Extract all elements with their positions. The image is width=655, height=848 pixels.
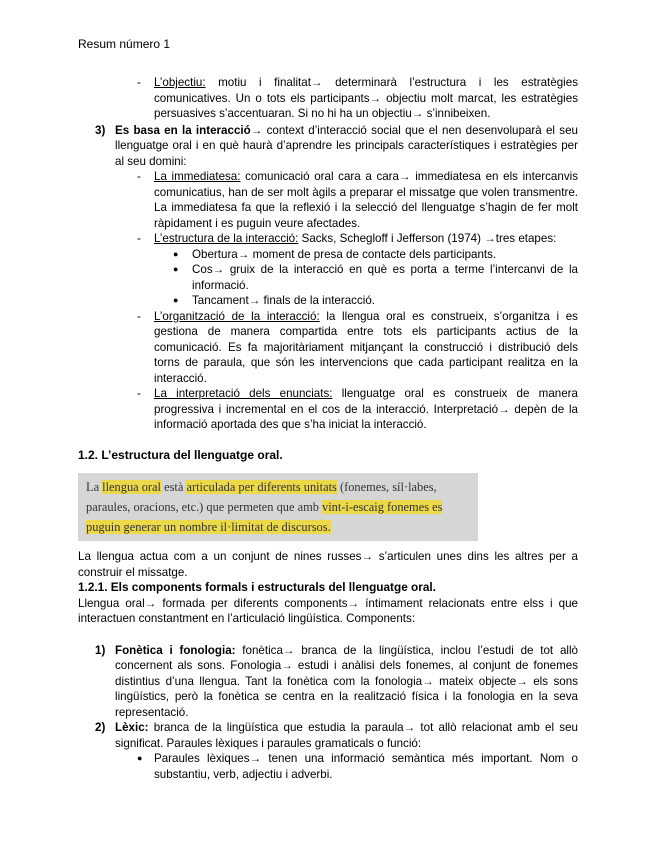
section-1-2-heading: 1.2. L’estructura del llenguatge oral. (78, 447, 283, 462)
quote-highlight: vint-i-escaig fonemes es puguin generar un nombre il·limitat de discursos. (86, 500, 443, 534)
objectiu-bullet (78, 75, 578, 122)
stage-text: Cos→ gruix de la interacció en què es porta a terme l’intercanvi de la informació. (192, 263, 578, 292)
interpretacio-text: llenguatge oral es construeix de manera progressiva i incremental en el cos de la interacció. Interpretació→ depèn de la informació aportada des que s’ha iniciat la interacció. (154, 387, 578, 431)
nines-russes-paragraph: La llengua actua com a un conjunt de nines russes→ s’articulen unes dins les altres per a construir el missatge. (78, 550, 578, 579)
interpretacio-bullet (78, 386, 578, 433)
quote-text: (fonemes, síl·labes, paraules, oracions, etc.) que permeten que amb (86, 480, 437, 514)
dash-marker: - (137, 387, 141, 400)
dash-marker: - (137, 232, 141, 245)
stage-cos (78, 262, 578, 293)
list-item-2 (78, 720, 578, 751)
immediatesa-text: comunicació oral cara a cara→ immediatesa en els intercanvis comunicatius, han de ser molt àgils a preparar el missatge que volen transmentre. La immediatesa fa que la reflexió i la selecció del llenguatge s’hagin de fer molt ràpidament i es puguin veure afectades. (154, 170, 578, 230)
objectiu-text: motiu i finalitat→ determinarà l’estructura i les estratègies comunicatives. Un o tots els participants→ objectiu molt marcat, les estratègies persuasives s’accentuaran. Si no hi ha un objectiu→ s’innibeixen. (154, 76, 578, 120)
organitzacio-text: la llengua oral es construeix, s’organitza i es gestiona de manera compartida entre tots els participants actius de la comunicació. Es fa majoritàriament mitjançant la construcció i distribució dels torns de paraula, que són les intervencions que cada participant realitza en la interacció. (154, 309, 578, 385)
lexic-bullet (78, 751, 578, 782)
item-2-title: Lèxic: (115, 721, 149, 734)
stage-tancament (78, 293, 578, 309)
estructura-bullet (78, 231, 578, 247)
document-body (78, 75, 578, 782)
objectiu-label: L’objectiu: (154, 76, 206, 89)
list-marker: 3) (95, 123, 106, 137)
interpretacio-label: La interpretació dels enunciats: (154, 387, 333, 400)
item-2-text: branca de la lingüística que estudia la paraula→ tot allò relacionat amb el seu significat. Paraules lèxiques i paraules gramaticals o funció: (115, 721, 578, 750)
organitzacio-bullet (78, 309, 578, 387)
bullet-dot: ● (173, 264, 179, 274)
stage-obertura (78, 247, 578, 263)
immediatesa-label: La immediatesa: (154, 170, 241, 183)
dash-marker: - (137, 76, 141, 89)
item-3-text: → context d’interacció social que el nen desenvoluparà el seu llenguatge oral i en què haurà d’aprendre les principals característiques i estratègies per al seu domini: (115, 123, 578, 168)
immediatesa-bullet (78, 169, 578, 231)
stage-text: Obertura→ moment de presa de contacte dels participants. (192, 247, 497, 261)
quote-text: La (86, 480, 103, 494)
list-marker: 1) (95, 643, 106, 657)
item-1-text: fonètica→ branca de la lingüística, inclou l’estudi de tot allò concernent als sons. Fonologia→ estudi i anàlisi dels fonemes, al conjunt de fonemes distintius d’una llengua. Tant la fonètica com la fonologia→ mateix objecte→ els sons lingüístics, però la fonètica se centra en la realització física i la fonologia en la seva representació. (115, 643, 578, 719)
dash-marker: - (137, 309, 141, 323)
quote-text: està (161, 480, 187, 494)
quote-highlight: llengua oral (102, 480, 162, 494)
quote-highlight: articulada per diferents unitats (186, 480, 337, 494)
highlighted-quote (78, 473, 478, 541)
components-paragraph: Llengua oral→ formada per diferents components→ íntimament relacionats entre elss i que interactuen constantment en l’articulació lingüística. Components: (78, 596, 578, 625)
estructura-label: L’estructura de la interacció: (154, 232, 299, 245)
bullet-dot: ● (173, 295, 179, 305)
organitzacio-label: L’organització de la interacció: (154, 309, 320, 323)
estructura-text: Sacks, Schegloff i Jefferson (1974) →tres etapes: (298, 232, 557, 245)
list-item-1 (78, 643, 578, 721)
section-1-2-1-heading: 1.2.1. Els components formals i estructurals del llenguatge oral. (78, 580, 436, 594)
bullet-dot: ● (137, 753, 143, 763)
dash-marker: - (137, 170, 141, 183)
bullet-dot: ● (173, 248, 179, 259)
item-3-title: Es basa en la interacció (115, 123, 251, 137)
list-marker: 2) (95, 721, 106, 734)
lexic-bullet-text: Paraules lèxiques→ tenen una informació semàntica més important. Nom o substantiu, verb, adjectiu i adverbi. (154, 752, 578, 781)
list-item-3 (78, 123, 578, 170)
item-1-title: Fonètica i fonologia: (115, 643, 236, 657)
stage-text: Tancament→ finals de la interacció. (192, 294, 376, 307)
document-header: Resum número 1 (78, 37, 171, 51)
